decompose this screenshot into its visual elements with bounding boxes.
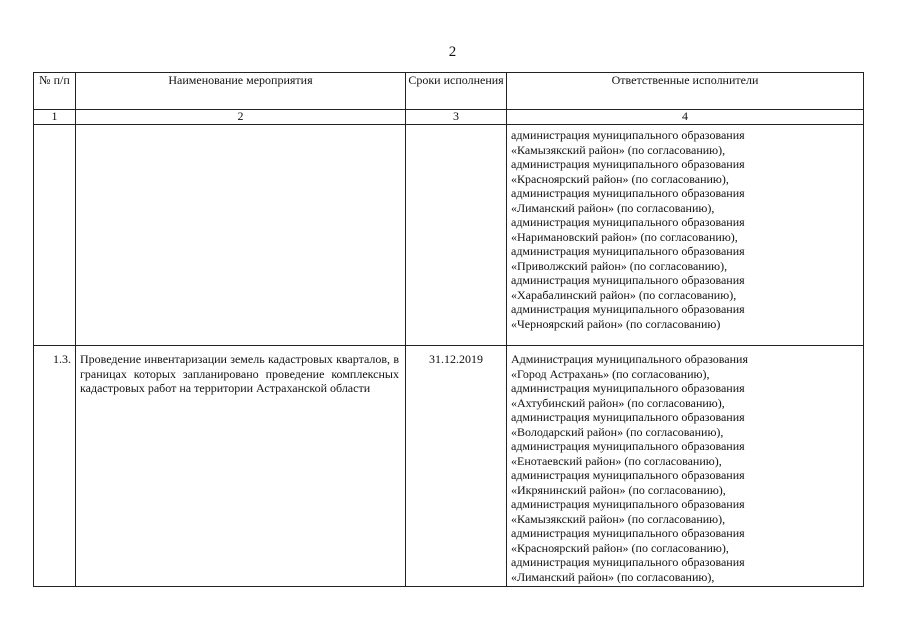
column-number: 2	[76, 110, 406, 125]
responsible-line: «Лиманский район» (по согласованию),	[511, 200, 715, 215]
responsible-line: «Енотаевский район» (по согласованию),	[511, 453, 722, 468]
responsible-line: «Лиманский район» (по согласованию),	[511, 569, 715, 584]
responsible-line: «Володарский район» (по согласованию),	[511, 424, 724, 439]
responsible-line: администрация муниципального образования	[511, 439, 745, 453]
responsible-line: «Ахтубинский район» (по согласованию),	[511, 395, 725, 410]
responsible-line: «Приволжский район» (по согласованию),	[511, 258, 728, 273]
responsible-line: «Харабалинский район» (по согласованию),	[511, 287, 737, 302]
responsible-line: «Наримановский район» (по согласованию),	[511, 229, 738, 244]
responsible-line: «Красноярский район» (по согласованию),	[511, 171, 729, 186]
responsible-line: «Икрянинский район» (по согласованию),	[511, 482, 726, 497]
page-number: 2	[448, 44, 457, 60]
responsible-line: «Город Астрахань» (по согласованию),	[511, 366, 710, 381]
responsible-line: администрация муниципального образования	[511, 526, 745, 540]
header-number: № п/п	[34, 73, 76, 110]
responsible-line: администрация муниципального образования	[511, 273, 745, 287]
responsible-line: администрация муниципального образования	[511, 186, 745, 200]
responsible-line: администрация муниципального образования	[511, 215, 745, 229]
responsible-line: администрация муниципального образования	[511, 468, 745, 482]
table-header-row	[34, 73, 864, 110]
table-row-continued	[34, 125, 864, 346]
responsible-line: «Красноярский район» (по согласованию),	[511, 540, 729, 555]
responsible-line: «Черноярский район» (по согласованию)	[511, 316, 721, 331]
empty-cell	[76, 125, 406, 346]
responsible-line: «Камызякский район» (по согласованию),	[511, 511, 726, 526]
responsible-cell	[507, 346, 864, 587]
deadline: 31.12.2019	[406, 346, 507, 587]
column-number: 3	[406, 110, 507, 125]
measures-table	[33, 72, 864, 587]
item-number: 1.3.	[34, 346, 76, 587]
column-number: 1	[34, 110, 76, 125]
empty-cell	[34, 125, 76, 346]
column-number-row	[34, 110, 864, 125]
responsible-line: администрация муниципального образования	[511, 157, 745, 171]
responsible-line: администрация муниципального образования	[511, 497, 745, 511]
header-measure-name: Наименование мероприятия	[76, 73, 406, 110]
responsible-line: администрация муниципального образования	[511, 410, 745, 424]
measure-name: Проведение инвентаризации земель кадастровых кварталов, в границах которых запланировано проведение комплексных кадастровых работ на территории Астраханской области	[76, 346, 406, 587]
table-row-item	[34, 346, 864, 587]
responsible-line: администрация муниципального образования	[511, 302, 745, 316]
empty-cell	[406, 125, 507, 346]
responsible-line: «Камызякский район» (по согласованию),	[511, 142, 726, 157]
column-number: 4	[507, 110, 864, 125]
header-responsible: Ответственные исполнители	[507, 73, 864, 110]
responsible-line: администрация муниципального образования	[511, 555, 745, 569]
responsible-line: администрация муниципального образования	[511, 381, 745, 395]
responsible-cell	[507, 125, 864, 346]
responsible-line: администрация муниципального образования	[511, 244, 745, 258]
responsible-line: администрация муниципального образования	[511, 128, 745, 142]
responsible-line: Администрация муниципального образования	[511, 352, 748, 366]
header-deadline: Сроки исполнения	[406, 73, 507, 110]
